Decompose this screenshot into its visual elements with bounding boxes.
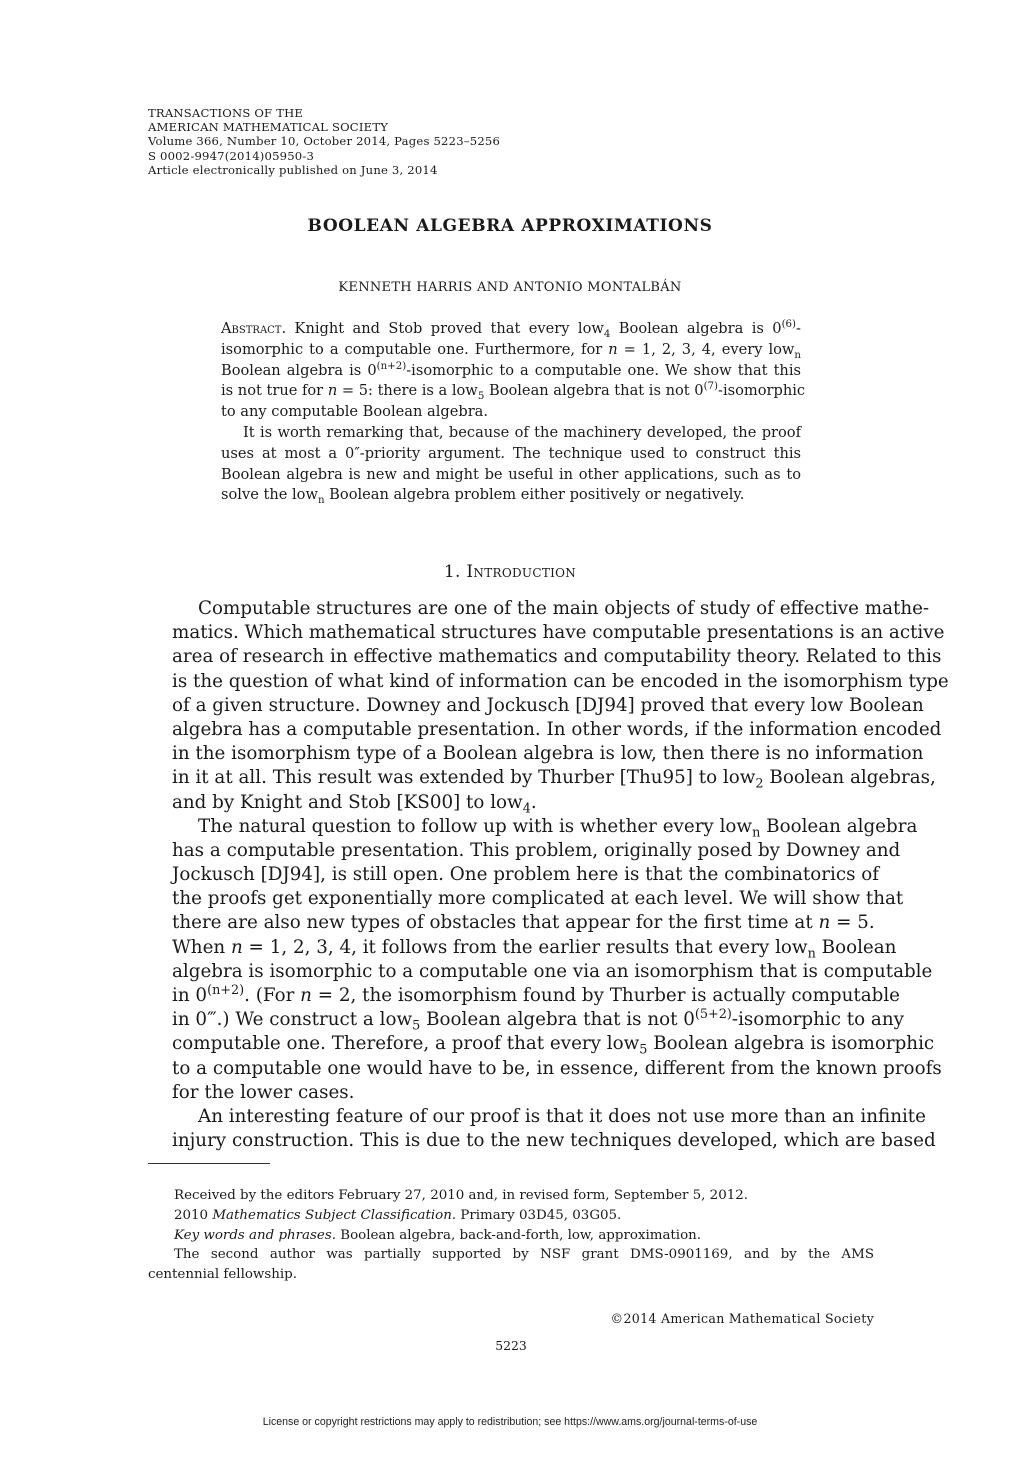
text-line — [148, 1226, 874, 1246]
text: Jockusch [DJ94], is still open. One problem here is that the combinatorics of — [172, 864, 880, 886]
text-line — [221, 465, 801, 486]
text-line — [172, 645, 942, 669]
text: An interesting feature of our proof is that it does not use more than an infinite — [198, 1105, 926, 1127]
text: It is worth remarking that, because of the machinery developed, the proof — [243, 423, 801, 441]
text-line — [221, 444, 801, 465]
section-number: 1. — [443, 562, 461, 582]
subscript: n — [794, 349, 801, 361]
text: solve the low — [221, 486, 318, 504]
authors: KENNETH HARRIS AND ANTONIO MONTALBÁN — [338, 280, 682, 295]
italic-text: n — [608, 340, 618, 358]
text: Boolean algebra that is not 0 — [484, 382, 704, 400]
journal-name-line-2: AMERICAN MATHEMATICAL SOCIETY — [148, 120, 389, 135]
text: in the isomorphism type of a Boolean algebra is low, then there is no information — [172, 743, 924, 765]
text-line — [172, 718, 942, 742]
text-line — [148, 1186, 874, 1206]
text-line — [172, 960, 933, 984]
text: Boolean algebra is 0 — [610, 320, 782, 337]
superscript: (n+2) — [376, 360, 407, 372]
journal-name-line-1: TRANSACTIONS OF THE — [148, 106, 304, 120]
issn: S 0002-9947(2014)05950-3 — [148, 148, 315, 163]
text-line — [172, 621, 945, 645]
text: . (For — [244, 985, 301, 1006]
text-line — [172, 694, 924, 718]
text: = 1, 2, 3, 4, every low — [617, 340, 795, 358]
text: - — [796, 320, 801, 337]
text: to any computable Boolean algebra. — [221, 403, 489, 421]
text: area of research in effective mathematics and computability theory. Related to this — [172, 646, 942, 668]
superscript: (6) — [781, 319, 797, 331]
subscript: 5 — [477, 391, 485, 403]
text-line — [221, 423, 801, 444]
text-line — [172, 863, 880, 887]
text-line — [172, 1081, 874, 1105]
text: Boolean algebras, — [763, 767, 936, 789]
journal-header — [148, 106, 500, 177]
text-line — [221, 319, 801, 340]
subscript: n — [807, 946, 816, 962]
text: Primary 03D45, 03G05. — [456, 1207, 622, 1223]
text: Boolean algebra is isomorphic — [647, 1033, 935, 1055]
text-line — [172, 791, 874, 815]
superscript: (5+2) — [694, 1007, 732, 1023]
text: of a given structure. Downey and Jockusch [DJ94] proved that every low Boolean — [172, 694, 924, 716]
superscript: (7) — [703, 381, 719, 393]
italic-text: Key words and phrases. — [174, 1227, 336, 1243]
text: Boolean algebra problem either positively or negatively. — [324, 486, 745, 504]
text-line — [172, 1057, 942, 1081]
page-number: 5223 — [495, 1338, 527, 1353]
body-text — [172, 597, 949, 1153]
subscript: 4 — [522, 801, 531, 817]
italic-text: n — [818, 912, 831, 934]
text: Boolean algebra that is not 0 — [420, 1009, 695, 1031]
section-title: Introduction — [466, 562, 577, 582]
text: injury construction. This is due to the new techniques developed, which are based — [172, 1130, 936, 1152]
subscript: n — [317, 495, 325, 507]
text-line — [148, 1245, 874, 1265]
text: computable one. Therefore, a proof that every low — [172, 1033, 640, 1055]
text-line — [221, 361, 801, 382]
text: matics. Which mathematical structures have computable presentations is an active — [172, 622, 945, 644]
text-line — [172, 815, 918, 841]
text-line — [172, 1032, 935, 1059]
text: = 1, 2, 3, 4, it follows from the earlier results that every low — [242, 936, 808, 958]
text: for the lower cases. — [172, 1081, 355, 1103]
text-line — [172, 1129, 936, 1153]
subscript: 5 — [639, 1043, 648, 1059]
text: -isomorphic to a computable one. We show that this — [406, 361, 801, 379]
text: Boolean algebra is 0 — [221, 361, 377, 379]
text: Boolean algebra, back-and-forth, low, approximation. — [335, 1227, 702, 1243]
license-notice: License or copyright restrictions may apply to redistribution; see https://www.ams.org/journal-terms-of-use — [262, 1416, 758, 1428]
text-line — [221, 340, 801, 361]
text: . — [530, 791, 537, 813]
text: in it at all. This result was extended by Thurber [Thu95] to low — [172, 767, 756, 789]
abstract-label: Abstract. — [221, 320, 287, 337]
text: there are also new types of obstacles that appear for the first time at — [172, 912, 819, 934]
text: When — [172, 936, 231, 958]
text: Boolean algebra — [760, 815, 918, 837]
abstract — [221, 319, 806, 507]
text: to a computable one would have to be, in essence, different from the known proofs — [172, 1057, 942, 1079]
text: uses at most a 0″-priority argument. The technique used to construct this — [221, 444, 801, 462]
text: Boolean — [815, 936, 897, 958]
text: = 2, the isomorphism found by Thurber is actually computable — [311, 985, 900, 1006]
text: = 5. — [830, 912, 875, 934]
text-line — [221, 402, 801, 423]
text: Knight and Stob proved that every low — [286, 320, 604, 337]
italic-text: n — [327, 382, 338, 400]
text: -isomorphic — [718, 382, 806, 400]
text-line — [172, 1007, 904, 1034]
text: The second author was partially supported by NSF grant DMS-0901169, and by the AMS — [174, 1247, 874, 1263]
text: is the question of what kind of information can be encoded in the isomorphism type — [172, 670, 949, 692]
section-heading — [0, 562, 1020, 582]
text-line — [221, 381, 806, 403]
text: has a computable presentation. This problem, originally posed by Downey and — [172, 839, 901, 861]
copyright: ©2014 American Mathematical Society — [610, 1311, 874, 1326]
text-line — [172, 597, 930, 621]
text: Computable structures are one of the main objects of study of effective mathe- — [198, 598, 930, 619]
text: algebra has a computable presentation. In other words, if the information encoded — [172, 718, 942, 740]
text: -isomorphic to any — [731, 1009, 904, 1031]
footnotes — [148, 1186, 874, 1285]
volume-info: Volume 366, Number 10, October 2014, Pages 5223–5256 — [148, 134, 501, 149]
text-line — [148, 1265, 874, 1285]
footnote-rule — [148, 1163, 270, 1164]
text: and by Knight and Stob [KS00] to low — [172, 791, 523, 813]
text-line — [172, 670, 949, 694]
italic-text: Mathematics Subject Classification. — [212, 1207, 457, 1223]
text-line — [172, 887, 904, 911]
text: isomorphic to a computable one. Furthermore, for — [221, 340, 609, 358]
subscript: n — [752, 825, 761, 841]
italic-text: n — [300, 985, 312, 1006]
text: Received by the editors February 27, 2010 and, in revised form, September 5, 2012. — [174, 1188, 749, 1203]
text-line — [172, 936, 897, 962]
paper-title: BOOLEAN ALGEBRA APPROXIMATIONS — [307, 216, 713, 236]
text: Boolean algebra is new and might be useful in other applications, such as to — [221, 465, 801, 483]
text-line — [172, 742, 924, 766]
text: = 5: there is a low — [337, 382, 478, 400]
text: is not true for — [221, 382, 328, 400]
text: the proofs get exponentially more complicated at each level. We will show that — [172, 888, 904, 910]
subscript: 2 — [755, 776, 764, 792]
text: 2010 — [174, 1207, 213, 1223]
italic-text: n — [230, 936, 243, 958]
text: in 0 — [172, 985, 208, 1006]
text-line — [172, 911, 874, 935]
text-line — [172, 1105, 926, 1129]
text-line — [172, 839, 901, 863]
subscript: 5 — [412, 1018, 421, 1034]
text-line — [221, 485, 801, 506]
text-line — [172, 766, 936, 792]
superscript: (n+2) — [207, 982, 245, 998]
text: in 0‴.) We construct a low — [172, 1009, 413, 1031]
text-line — [172, 982, 900, 1008]
publication-date: Article electronically published on June 3, 2014 — [148, 162, 438, 177]
text-line — [148, 1206, 874, 1226]
text: The natural question to follow up with is whether every low — [198, 815, 753, 837]
subscript: 4 — [603, 328, 611, 340]
text: centennial fellowship. — [148, 1267, 297, 1283]
text: algebra is isomorphic to a computable one via an isomorphism that is computable — [172, 960, 933, 982]
